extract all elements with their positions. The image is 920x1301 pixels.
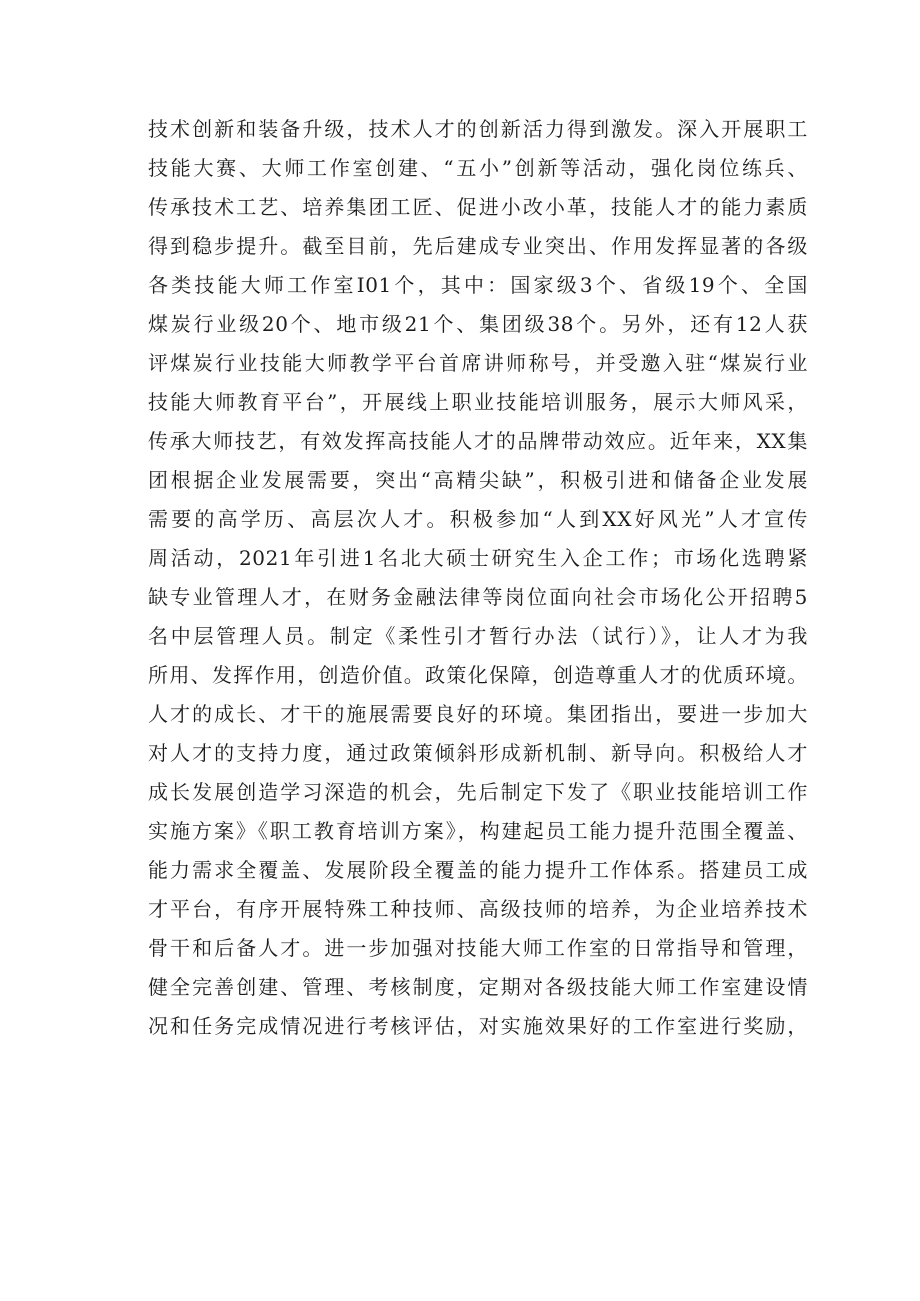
text-line: 技能大师教育平台”，开展线上职业技能培训服务，展示大师风采，: [148, 390, 808, 414]
text-line: 名中层管理人员。制定《柔性引才暂行办法（试行）》，让人才为我: [148, 624, 808, 648]
text-line: 各类技能大师工作室I01个，其中：国家级3个、省级19个、全国: [148, 273, 808, 297]
text-line: 得到稳步提升。截至目前，先后建成专业突出、作用发挥显著的各级: [148, 234, 808, 258]
text-line: 能力需求全覆盖、发展阶段全覆盖的能力提升工作体系。搭建员工成: [148, 858, 808, 882]
text-line: 周活动，2021年引进1名北大硕士研究生入企工作；市场化选聘紧: [148, 546, 808, 570]
text-line: 实施方案》《职工教育培训方案》，构建起员工能力提升范围全覆盖、: [148, 819, 808, 843]
text-line: 团根据企业发展需要，突出“高精尖缺”，积极引进和储备企业发展: [148, 468, 808, 492]
text-line: 骨干和后备人才。进一步加强对技能大师工作室的日常指导和管理，: [148, 936, 808, 960]
text-line: 技能大赛、大师工作室创建、“五小”创新等活动，强化岗位练兵、: [148, 156, 808, 180]
text-line: 缺专业管理人才，在财务金融法律等岗位面向社会市场化公开招聘5: [148, 585, 808, 609]
text-line: 技术创新和装备升级，技术人才的创新活力得到激发。深入开展职工: [148, 117, 808, 141]
text-line: 评煤炭行业技能大师教学平台首席讲师称号，并受邀入驻“煤炭行业: [148, 351, 808, 375]
text-line: 传承大师技艺，有效发挥高技能人才的品牌带动效应。近年来，XX集: [148, 429, 808, 453]
text-line: 对人才的支持力度，通过政策倾斜形成新机制、新导向。积极给人才: [148, 741, 808, 765]
text-line: 人才的成长、才干的施展需要良好的环境。集团指出，要进一步加大: [148, 702, 808, 726]
text-line: 所用、发挥作用，创造价值。政策化保障，创造尊重人才的优质环境。: [148, 663, 808, 687]
text-line: 才平台，有序开展特殊工种技师、高级技师的培养，为企业培养技术: [148, 897, 808, 921]
body-text: [148, 110, 808, 1046]
text-line: 健全完善创建、管理、考核制度，定期对各级技能大师工作室建设情: [148, 975, 808, 999]
text-line: 况和任务完成情况进行考核评估，对实施效果好的工作室进行奖励，: [148, 1014, 808, 1038]
text-line: 成长发展创造学习深造的机会，先后制定下发了《职业技能培训工作: [148, 780, 808, 804]
text-line: 煤炭行业级20个、地市级21个、集团级38个。另外，还有12人获: [148, 312, 808, 336]
text-line: 需要的高学历、高层次人才。积极参加“人到XX好风光”人才宣传: [148, 507, 808, 531]
text-line: 传承技术工艺、培养集团工匠、促进小改小革，技能人才的能力素质: [148, 195, 808, 219]
